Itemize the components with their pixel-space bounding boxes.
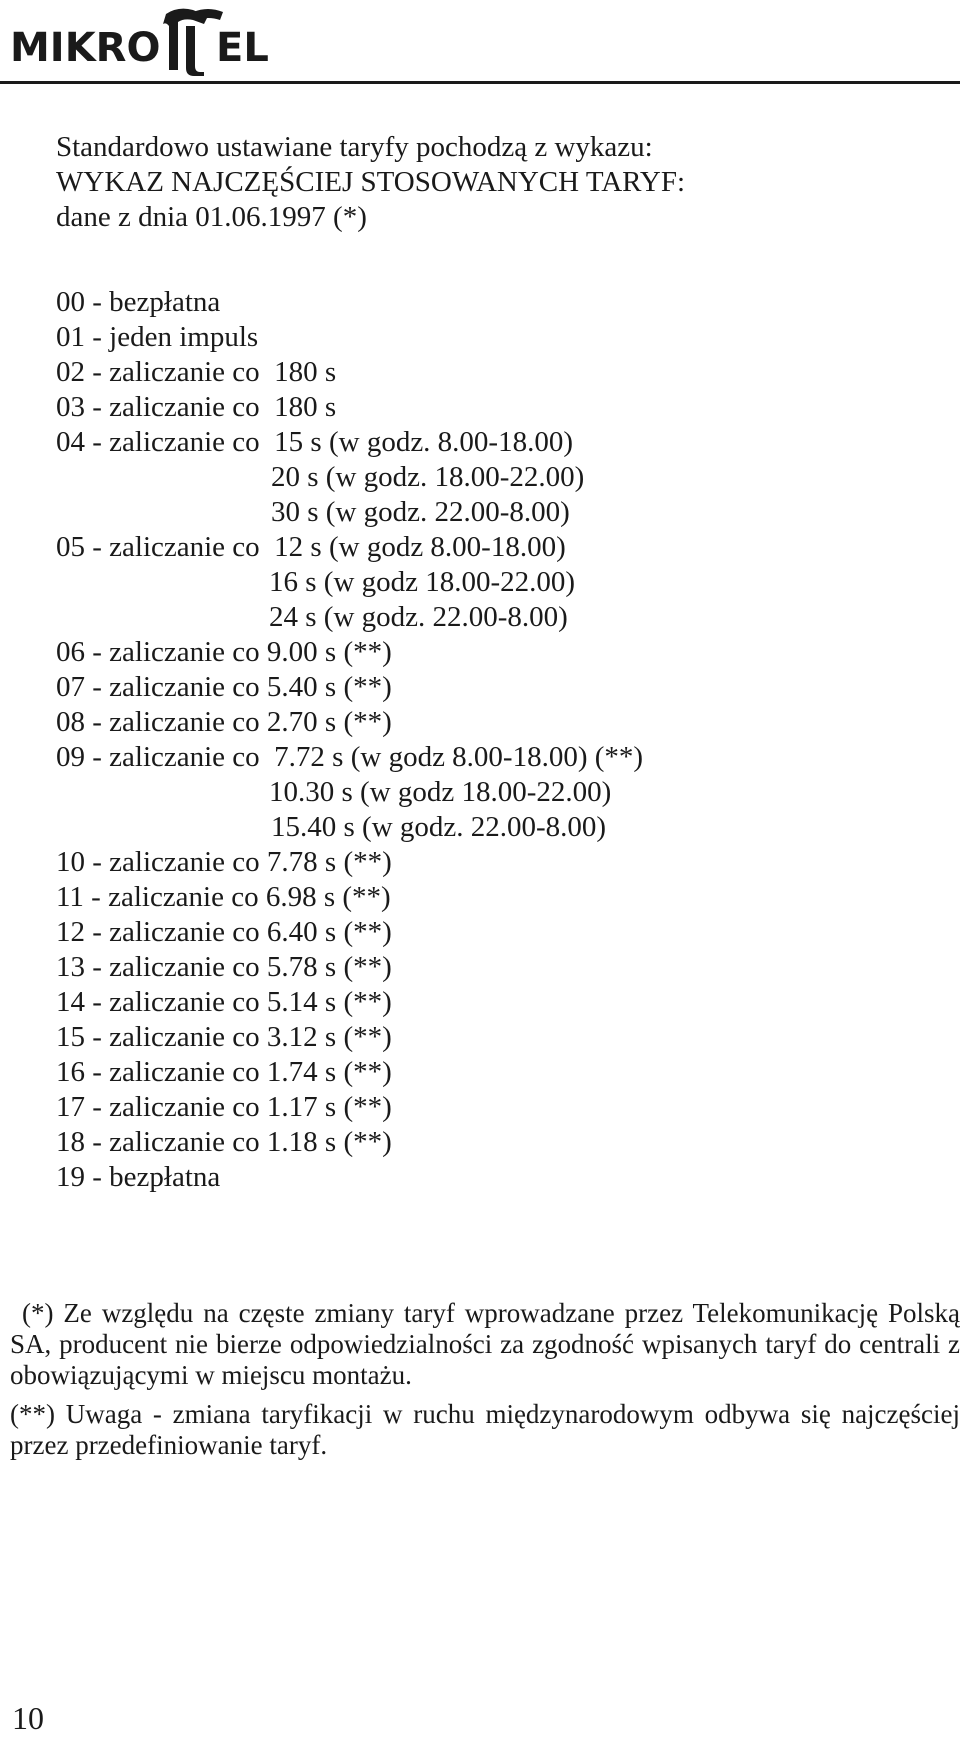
tariff-list — [56, 285, 643, 1195]
tariff-01: 01 - jeden impuls — [56, 321, 259, 353]
footnote-single-asterisk: (*) Ze względu na częste zmiany taryf wprowadzane przez Telekomunikację Polską SA, producent nie bierze odpowiedzialności za zgodność wpisanych taryf do centrali z obowiązującymi w miejscu montażu. — [10, 1298, 960, 1390]
footnote-double-asterisk: (**) Uwaga - zmiana taryfikacji w ruchu międzynarodowym odbywa się najczęściej przez przedefiniowanie taryf. — [10, 1399, 960, 1460]
tariff-05-line-2: 16 s (w godz 18.00-22.00) — [269, 566, 576, 598]
intro-block — [56, 130, 685, 235]
header-rule — [0, 81, 960, 84]
tariff-02: 02 - zaliczanie co 180 s — [56, 356, 337, 388]
tariff-11: 11 - zaliczanie co 6.98 s (**) — [56, 881, 391, 913]
tariff-16: 16 - zaliczanie co 1.74 s (**) — [56, 1056, 392, 1088]
tariff-09: 09 - zaliczanie co 7.72 s (w godz 8.00-18.00) (**) — [56, 741, 644, 773]
tariff-15: 15 - zaliczanie co 3.12 s (**) — [56, 1021, 392, 1053]
footnotes — [10, 1298, 960, 1461]
mikrotel-logo — [8, 4, 308, 74]
intro-line-3: dane z dnia 01.06.1997 (*) — [56, 201, 367, 233]
logo-text-right: EL — [216, 25, 269, 71]
tariff-05-line-3: 24 s (w godz. 22.00-8.00) — [269, 601, 568, 633]
tariff-05: 05 - zaliczanie co 12 s (w godz 8.00-18.00) — [56, 531, 566, 563]
intro-line-2: WYKAZ NAJCZĘŚCIEJ STOSOWANYCH TARYF: — [56, 166, 686, 198]
tariff-13: 13 - zaliczanie co 5.78 s (**) — [56, 951, 392, 983]
tariff-09-line-3: 15.40 s (w godz. 22.00-8.00) — [271, 811, 607, 843]
page-number: 10 — [12, 1700, 44, 1736]
tariff-14: 14 - zaliczanie co 5.14 s (**) — [56, 986, 392, 1018]
tariff-09-line-2: 10.30 s (w godz 18.00-22.00) — [269, 776, 612, 808]
intro-line-1: Standardowo ustawiane taryfy pochodzą z wykazu: — [56, 131, 653, 163]
logo-text-left: MIKRO — [10, 25, 161, 71]
tariff-06: 06 - zaliczanie co 9.00 s (**) — [56, 636, 392, 668]
logo-t-glyph — [163, 9, 223, 76]
tariff-12: 12 - zaliczanie co 6.40 s (**) — [56, 916, 392, 948]
tariff-04-line-2: 20 s (w godz. 18.00-22.00) — [271, 461, 585, 493]
tariff-10: 10 - zaliczanie co 7.78 s (**) — [56, 846, 392, 878]
tariff-04: 04 - zaliczanie co 15 s (w godz. 8.00-18.00) — [56, 426, 574, 458]
tariff-08: 08 - zaliczanie co 2.70 s (**) — [56, 706, 392, 738]
tariff-03: 03 - zaliczanie co 180 s — [56, 391, 337, 423]
tariff-17: 17 - zaliczanie co 1.17 s (**) — [56, 1091, 392, 1123]
tariff-18: 18 - zaliczanie co 1.18 s (**) — [56, 1126, 392, 1158]
tariff-19: 19 - bezpłatna — [56, 1161, 221, 1193]
tariff-00: 00 - bezpłatna — [56, 286, 221, 318]
tariff-07: 07 - zaliczanie co 5.40 s (**) — [56, 671, 392, 703]
tariff-04-line-3: 30 s (w godz. 22.00-8.00) — [271, 496, 570, 528]
